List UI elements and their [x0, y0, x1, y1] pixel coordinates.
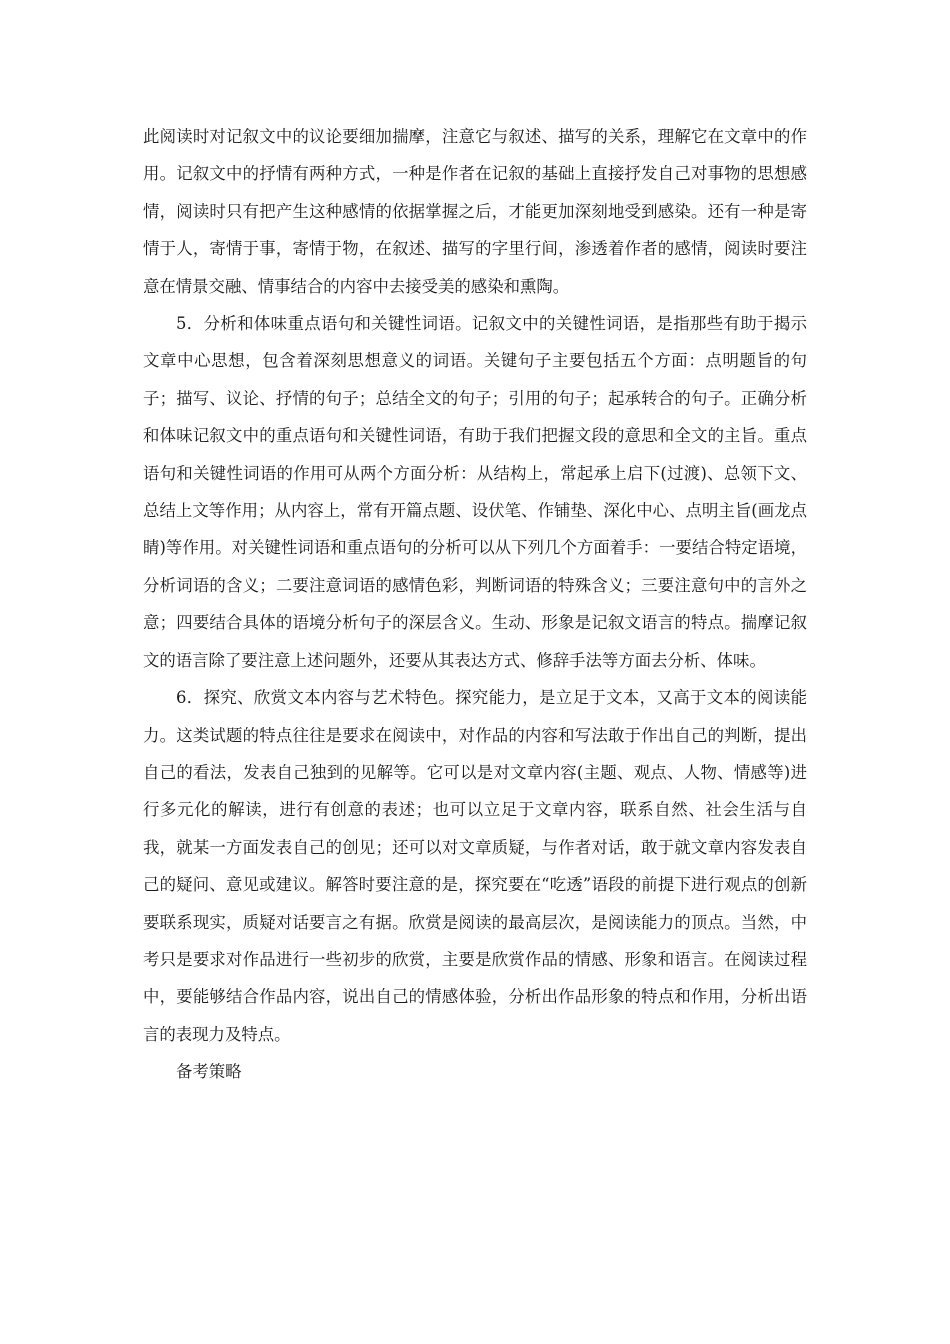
paragraph-explore-appreciate: 6．探究、欣赏文本内容与艺术特色。探究能力，是立足于文本，又高于文本的阅读能力。这类试题的特点往往是要求在阅读中，对作品的内容和写法敢于作出自己的判断，提出自己的看法，发表自己独到的见解等。它可以是对文章内容(主题、观点、人物、情感等)进行多元化的解读，进行有创意的表述；也可以立足于文章内容，联系自然、社会生活与自我，就某一方面发表自己的创见；还可以对文章质疑，与作者对话，敢于就文章内容发表自己的疑问、意见或建议。解答时要注意的是，探究要在“吃透”语段的前提下进行观点的创新要联系现实，质疑对话要言之有据。欣赏是阅读的最高层次，是阅读能力的顶点。当然，中考只是要求对作品进行一些初步的欣赏，主要是欣赏作品的情感、形象和语言。在阅读过程中，要能够结合作品内容，说出自己的情感体验，分析出作品形象的特点和作用，分析出语言的表现力及特点。	[143, 688, 807, 1044]
section-heading-exam-strategy: 备考策略	[176, 1062, 242, 1082]
paragraph-key-sentences-words: 5．分析和体味重点语句和关键性词语。记叙文中的关键性词语，是指那些有助于揭示文章中心思想，包含着深刻思想意义的词语。关键句子主要包括五个方面：点明题旨的句子；描写、议论、抒情的句子；总结全文的句子；引用的句子；起承转合的句子。正确分析和体味记叙文中的重点语句和关键性词语，有助于我们把握文段的意思和全文的主旨。重点语句和关键性词语的作用可从两个方面分析：从结构上，常起承上启下(过渡)、总领下文、总结上文等作用；从内容上，常有开篇点题、设伏笔、作铺垫、深化中心、点明主旨(画龙点睛)等作用。对关键性词语和重点语句的分析可以从下列几个方面着手：一要结合特定语境，分析词语的含义；二要注意词语的感情色彩，判断词语的特殊含义；三要注意句中的言外之意；四要结合具体的语境分析句子的深层含义。生动、形象是记叙文语言的特点。揣摩记叙文的语言除了要注意上述问题外，还要从其表达方式、修辞手法等方面去分析、体味。	[143, 314, 807, 670]
document-body	[143, 118, 807, 1091]
paragraph-reading-argument-lyric: 此阅读时对记叙文中的议论要细加揣摩，注意它与叙述、描写的关系，理解它在文章中的作用。记叙文中的抒情有两种方式，一种是作者在记叙的基础上直接抒发自己对事物的思想感情，阅读时只有把产生这种感情的依据掌握之后，才能更加深刻地受到感染。还有一种是寄情于人，寄情于事，寄情于物，在叙述、描写的字里行间，渗透着作者的感情，阅读时要注意在情景交融、情事结合的内容中去接受美的感染和熏陶。	[143, 127, 807, 296]
